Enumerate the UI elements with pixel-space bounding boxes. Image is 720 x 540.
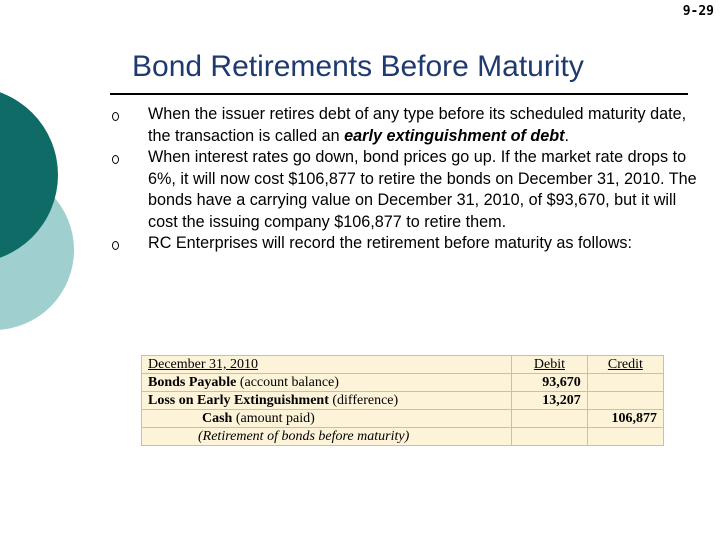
journal-date: December 31, 2010: [142, 356, 512, 374]
journal-memo: (Retirement of bonds before maturity): [142, 428, 512, 446]
page-number: 9-29: [682, 4, 714, 19]
table-row: [142, 374, 664, 392]
list-item: [110, 147, 700, 233]
bullet-text: RC Enterprises will record the retirement before maturity as follows:: [148, 234, 632, 252]
title-divider: [110, 93, 688, 95]
account-name: Cash: [202, 411, 233, 426]
debit-cell: 93,670: [512, 374, 588, 392]
list-item: [110, 104, 700, 147]
credit-header: Credit: [587, 356, 663, 374]
journal-entry-table: [141, 355, 664, 446]
credit-cell: [587, 374, 663, 392]
bullet-text: When the issuer retires debt of any type before its scheduled maturity date, the transaction is called an: [148, 105, 687, 145]
table-row: [142, 356, 664, 374]
account-note: (amount paid): [232, 411, 315, 426]
bullet-text-end: .: [564, 126, 570, 145]
credit-cell: 106,877: [587, 410, 663, 428]
bullet-circle-icon: [112, 155, 119, 164]
bullet-list: [110, 104, 700, 255]
page-title: Bond Retirements Before Maturity: [132, 50, 584, 83]
bullet-circle-icon: [112, 112, 119, 121]
debit-cell: [512, 410, 588, 428]
bullet-circle-icon: [112, 241, 119, 250]
table-row: [142, 428, 664, 446]
account-note: (account balance): [236, 375, 339, 390]
debit-cell: 13,207: [512, 392, 588, 410]
bullet-text: When interest rates go down, bond prices go up. If the market rate drops to 6%, it will now cost $106,877 to retire the bonds on December 31, 2010. The bonds have a carrying value on December 31, 2010, of $93,670, but it will cost the issuing company $106,877 to retire them.: [148, 148, 697, 231]
account-name: Loss on Early Extinguishment: [148, 393, 329, 408]
account-cell: [142, 374, 512, 392]
debit-header: Debit: [512, 356, 588, 374]
decorative-circles: [0, 0, 90, 360]
credit-cell: [587, 428, 663, 446]
account-cell: [142, 410, 512, 428]
debit-cell: [512, 428, 588, 446]
account-note: (difference): [328, 393, 399, 408]
table-row: [142, 410, 664, 428]
table-row: [142, 392, 664, 410]
account-name: Bonds Payable: [148, 375, 237, 390]
bullet-emphasis: early extinguishment of debt: [344, 126, 565, 145]
credit-cell: [587, 392, 663, 410]
list-item: [110, 233, 700, 255]
account-cell: [142, 392, 512, 410]
